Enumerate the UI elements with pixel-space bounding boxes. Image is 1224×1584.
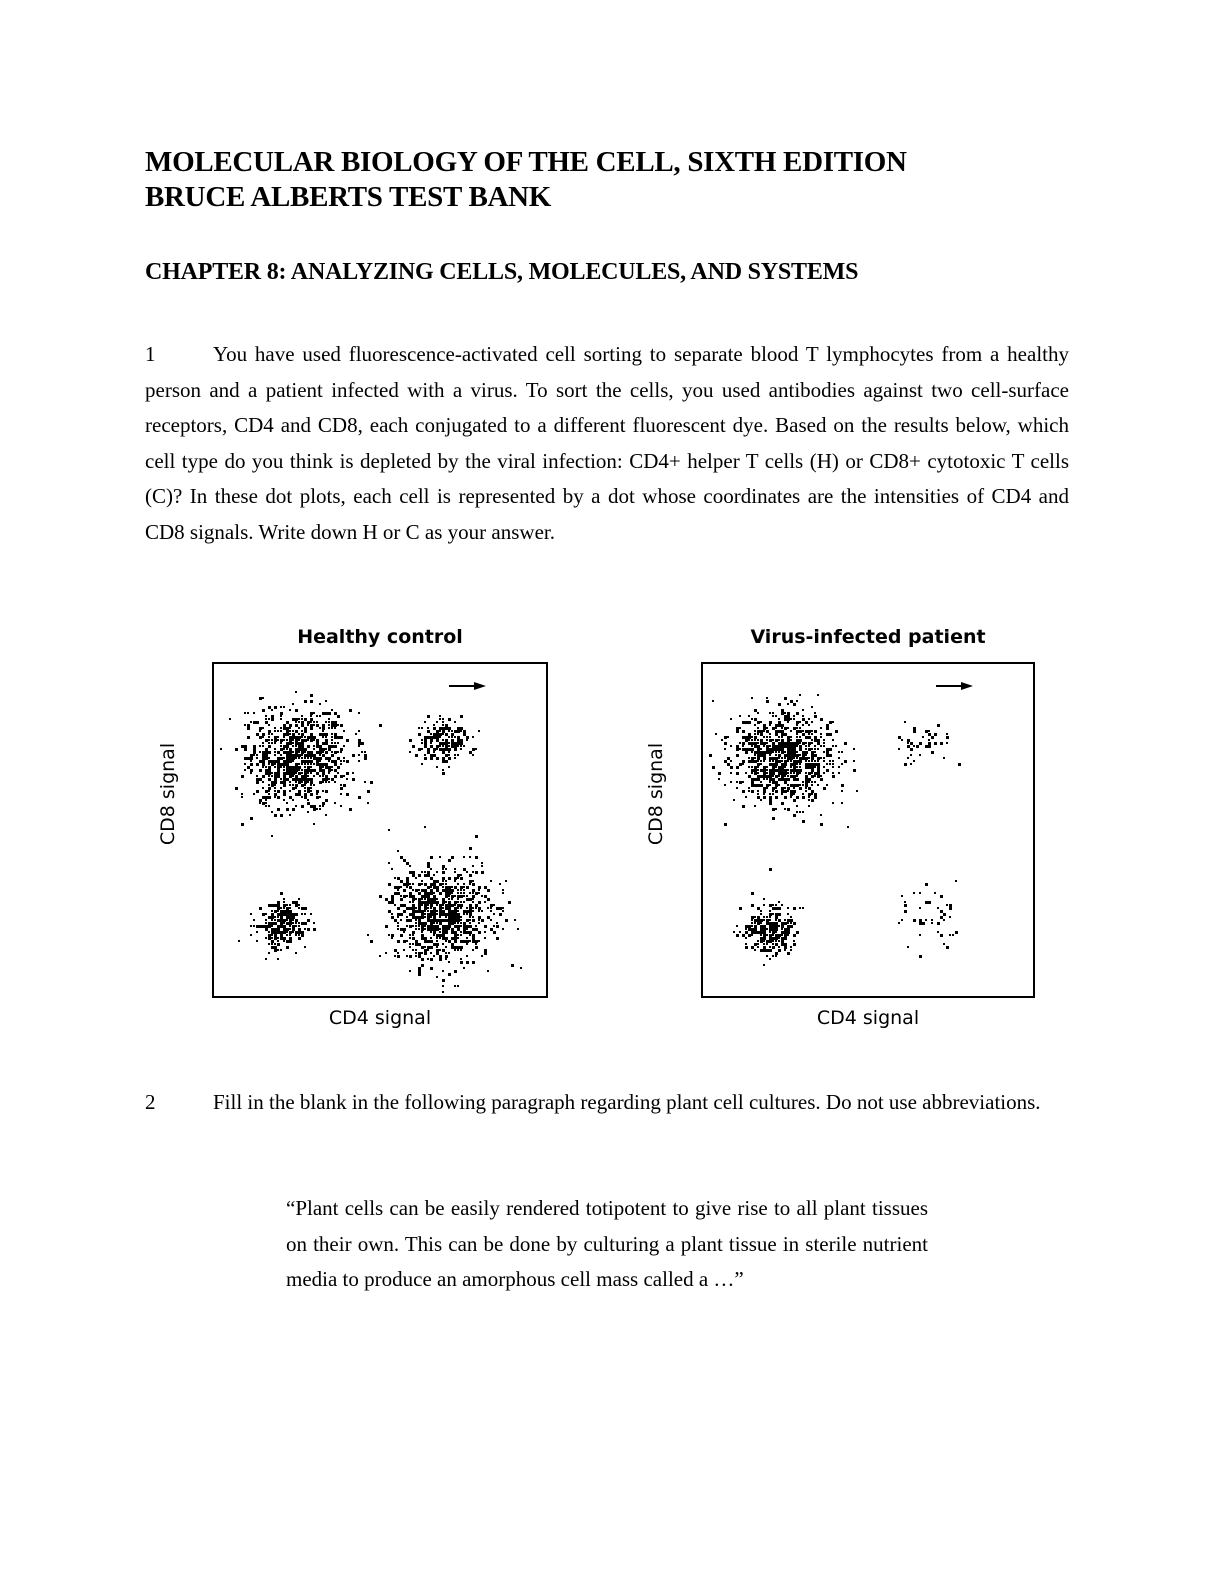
question-2 [145, 1085, 1069, 1121]
infected-x-axis-label: CD4 signal [816, 1007, 920, 1029]
infected-y-axis-label: CD8 signal [645, 742, 667, 846]
question-text: Fill in the blank in the following paragraph regarding plant cell cultures. Do not use abbreviations. [213, 1090, 1041, 1114]
arrow-right-icon [449, 682, 486, 690]
healthy-x-axis-label: CD4 signal [328, 1007, 432, 1029]
infected-dot-plot [701, 662, 1035, 998]
healthy-y-axis-label: CD8 signal [157, 742, 179, 846]
document-title-line-1: MOLECULAR BIOLOGY OF THE CELL, SIXTH EDITION [145, 146, 907, 178]
scatter-dots [214, 664, 546, 996]
healthy-plot-title: Healthy control [297, 626, 463, 648]
question-number: 1 [145, 342, 156, 366]
arrow-right-icon [936, 682, 973, 690]
document-title-line-2: BRUCE ALBERTS TEST BANK [145, 181, 552, 213]
scatter-dots [703, 664, 1033, 996]
infected-plot-title: Virus-infected patient [750, 626, 986, 648]
question-number: 2 [145, 1090, 156, 1114]
healthy-dot-plot [212, 662, 548, 998]
question-text: You have used fluorescence-activated cell sorting to separate blood T lymphocytes from a healthy person and a patient infected with a virus. To sort the cells, you used antibodies against two cell-surface receptors, CD4 and CD8, each conjugated to a different fluorescent dye. Based on the results below, which cell type do you think is depleted by the viral infection: CD4+ helper T cells (H) or CD8+ cytotoxic T cells (C)? In these dot plots, each cell is represented by a dot whose coordinates are the intensities of CD4 and CD8 signals. Write down H or C as your answer. [145, 342, 1069, 544]
fill-in-blank-quote: “Plant cells can be easily rendered totipotent to give rise to all plant tissues on their own. This can be done by culturing a plant tissue in sterile nutrient media to produce an amorphous cell mass called a …” [286, 1196, 928, 1291]
question-1 [145, 337, 1069, 550]
chapter-heading: CHAPTER 8: ANALYZING CELLS, MOLECULES, AND SYSTEMS [145, 259, 859, 285]
